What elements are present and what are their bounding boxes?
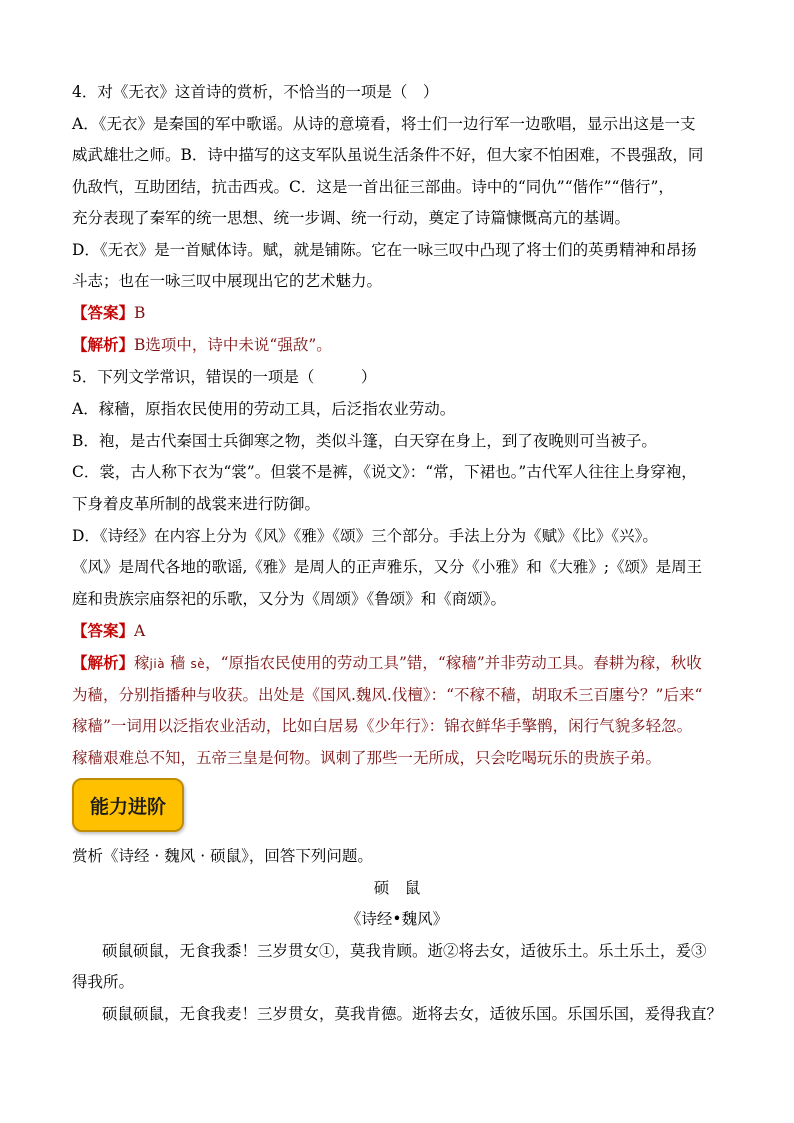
q5-analysis bbox=[72, 653, 732, 674]
q4-analysis bbox=[72, 335, 732, 355]
q5-line: C．裳，古人称下衣为“裳”。但裳不是裤，《说文》：“常，下裙也。”古代军人往往上身穿袍， bbox=[72, 463, 697, 481]
q5-line: A．稼穑，原指农民使用的劳动工具，后泛指农业劳动。 bbox=[72, 400, 456, 418]
analysis-text: ，“原指农民使用的劳动工具”错，“稼穑”并非劳动工具。春耕为稼，秋收 bbox=[205, 654, 702, 672]
q5-line: D．《诗经》在内容上分为《风》《雅》《颂》三个部分。手法上分为《赋》《比》《兴》。 bbox=[72, 527, 658, 545]
q5-answer bbox=[72, 621, 732, 641]
answer-value: B bbox=[134, 304, 146, 322]
analysis-char: 稼 bbox=[134, 654, 150, 672]
q5-line: 《风》是周代各地的歌谣,《雅》是周人的正声雅乐，又分《小雅》和《大雅》;《颂》是周王 bbox=[72, 558, 703, 576]
section-badge bbox=[72, 778, 184, 832]
poem-title: 硕 鼠 bbox=[373, 879, 421, 897]
analysis-char: 穑 bbox=[165, 654, 186, 672]
q4-line: 充分表现了秦军的统一思想、统一步调、统一行动，奠定了诗篇慷慨高亢的基调。 bbox=[72, 209, 631, 227]
q4-line: 仇敌忾，互助团结，抗击西戎。C．这是一首出征三部曲。诗中的“同仇”“偕作”“偕行”， bbox=[72, 178, 674, 196]
poem-stanza-line: 得我所。 bbox=[72, 973, 135, 991]
q5-line: 下身着皮革所制的战裳来进行防御。 bbox=[72, 495, 321, 513]
poem-source: 《诗经•魏风》 bbox=[345, 910, 449, 928]
q4-answer bbox=[72, 303, 732, 323]
q4-stem: 4．对《无衣》这首诗的赏析，不恰当的一项是（ ） bbox=[72, 83, 439, 101]
q5-line: B．袍，是古代秦国士兵御寒之物，类似斗篷，白天穿在身上，到了夜晚则可当被子。 bbox=[72, 432, 657, 450]
answer-tag: 【答案】 bbox=[72, 621, 135, 640]
answer-tag: 【答案】 bbox=[72, 303, 135, 322]
poem-stanza-line: 硕鼠硕鼠，无食我麦！三岁贯女，莫我肯德。逝将去女，适彼乐国。乐国乐国，爰得我直？ bbox=[102, 1005, 723, 1023]
section-instruction: 赏析《诗经 · 魏风 · 硕鼠》，回答下列问题。 bbox=[72, 847, 373, 865]
q5-analysis-line: 稼穑艰难总不知，五帝三皇是何物。讽刺了那些一无所成，只会吃喝玩乐的贵族子弟。 bbox=[72, 749, 662, 767]
q4-line: A．《无衣》是秦国的军中歌谣。从诗的意境看，将士们一边行军一边歌唱，显示出这是一支 bbox=[72, 115, 696, 133]
q4-line: 威武雄壮之师。B．诗中描写的这支军队虽说生活条件不好，但大家不怕困难，不畏强敌，同 bbox=[72, 146, 704, 164]
analysis-text: B选项中，诗中未说“强敌”。 bbox=[134, 336, 332, 354]
pinyin: sè bbox=[190, 657, 206, 671]
answer-value: A bbox=[134, 622, 146, 640]
q4-line: 斗志；也在一咏三叹中展现出它的艺术魅力。 bbox=[72, 272, 383, 290]
q5-line: 庭和贵族宗庙祭祀的乐歌，又分为《周颂》《鲁颂》和《商颂》。 bbox=[72, 590, 507, 608]
analysis-tag: 【解析】 bbox=[72, 335, 135, 354]
section-badge-label: 能力进阶 bbox=[89, 795, 166, 818]
analysis-tag: 【解析】 bbox=[72, 653, 135, 672]
poem-stanza-line: 硕鼠硕鼠，无食我黍！三岁贯女①，莫我肯顾。逝②将去女，适彼乐土。乐土乐土，爰③ bbox=[102, 942, 707, 960]
q4-line: D．《无衣》是一首赋体诗。赋，就是铺陈。它在一咏三叹中凸现了将士们的英勇精神和昂扬 bbox=[72, 241, 697, 259]
pinyin: jià bbox=[149, 657, 166, 671]
q5-analysis-line: 为穑，分别指播种与收获。出处是《国风.魏风.伐檀》：“不稼不穑，胡取禾三百廛兮？”后来“ bbox=[72, 686, 703, 704]
q5-analysis-line: 稼穑”一词用以泛指农业活动，比如白居易《少年行》：锦衣鲜华手擎鹘，闲行气貌多轻忽。 bbox=[72, 717, 693, 735]
q5-stem: 5．下列文学常识，错误的一项是（ ） bbox=[72, 368, 377, 386]
